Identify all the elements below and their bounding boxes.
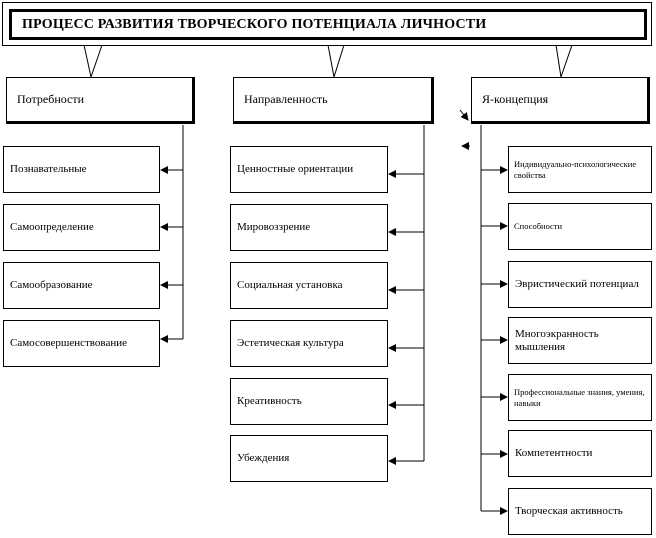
header-needs: Потребности [6,77,195,124]
col2-wires [389,125,424,461]
node-abilities: Способности [508,203,652,250]
node-heuristic-potential: Эвристический потенциал [508,261,652,308]
node-beliefs: Убеждения [230,435,388,482]
header-orientation: Направленность [233,77,434,124]
stray-arrows [460,110,470,146]
node-worldview: Мировоззрение [230,204,388,251]
node-self-education: Самообразование [3,262,160,309]
node-individual-traits: Индивидуально-психологические свойства [508,146,652,193]
header-self-concept: Я-концепция [471,77,650,124]
node-multiscreen-thinking: Многоэкранность мышления [508,317,652,364]
node-self-improvement: Самосовершенствование [3,320,160,367]
node-creativity: Креативность [230,378,388,425]
title-callouts [84,45,572,77]
node-creative-activity: Творческая активность [508,488,652,535]
node-aesthetic-culture: Эстетическая культура [230,320,388,367]
col1-wires [161,125,183,339]
node-value-orientations: Ценностные ориентации [230,146,388,193]
node-competences: Компетентности [508,430,652,477]
node-professional-skills: Профессиональные знания, умения, навыки [508,374,652,421]
diagram-title: ПРОЦЕСС РАЗВИТИЯ ТВОРЧЕСКОГО ПОТЕНЦИАЛА ЛИЧНОСТИ [9,9,647,40]
node-self-determination: Самоопределение [3,204,160,251]
node-social-attitude: Социальная установка [230,262,388,309]
title-frame [2,2,652,46]
col3-wires [481,125,507,511]
node-cognitive: Познавательные [3,146,160,193]
